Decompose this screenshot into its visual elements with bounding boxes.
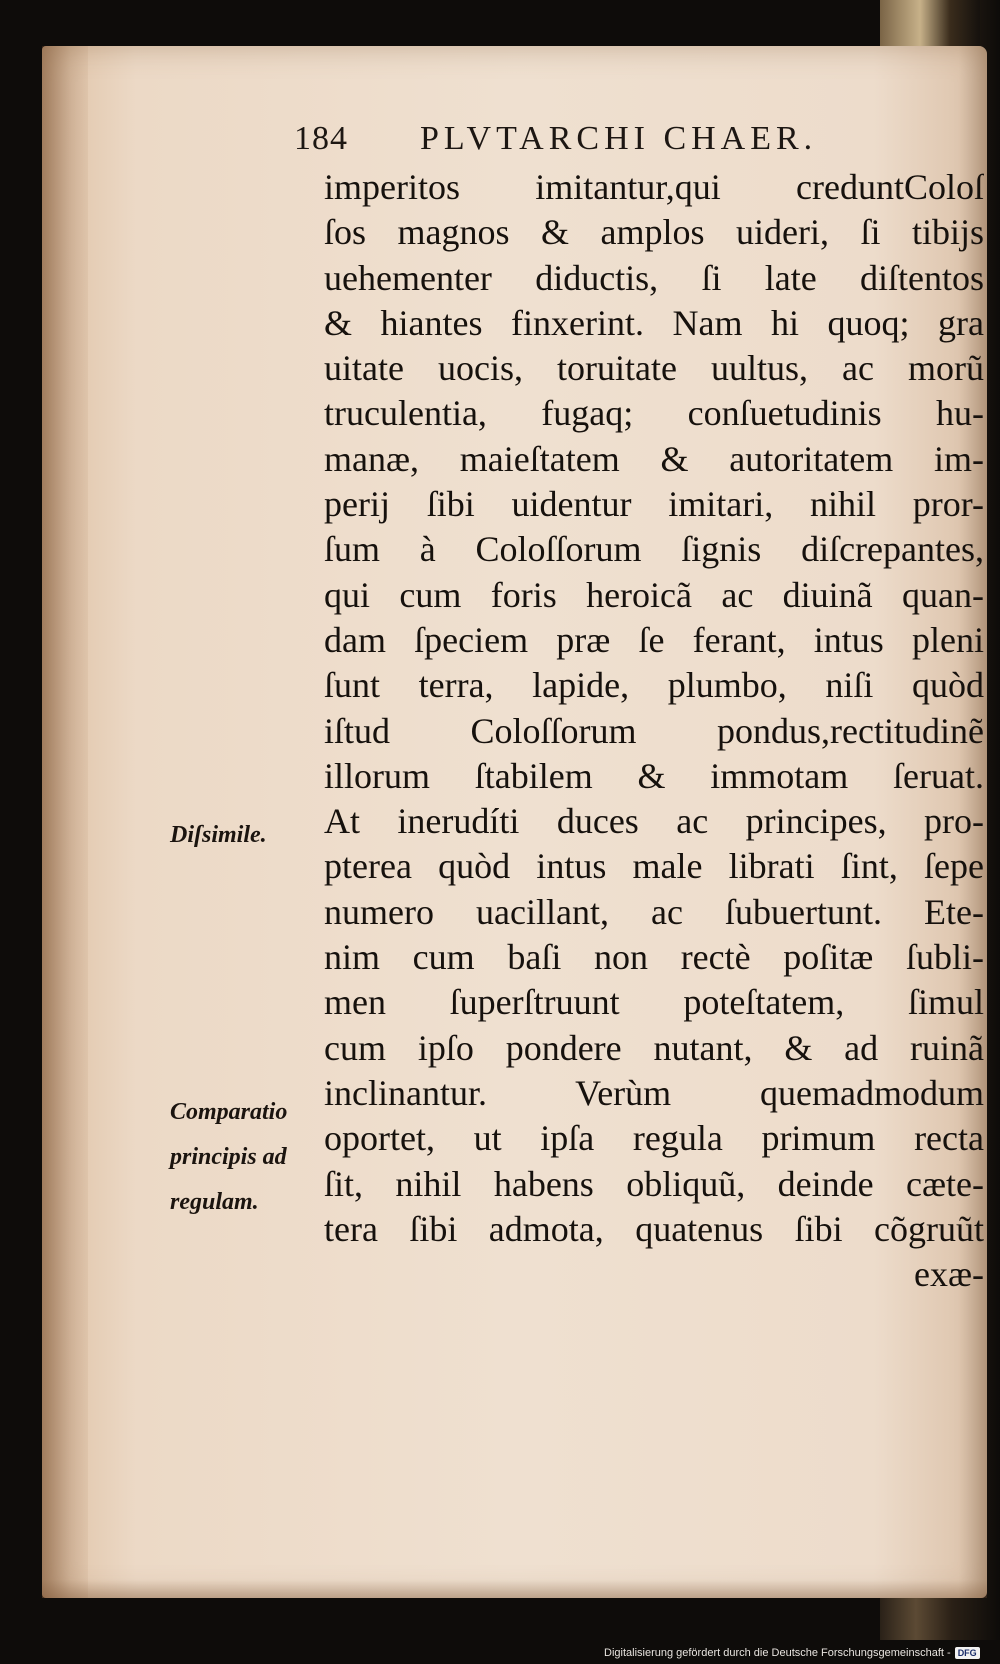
text-line: At inerudíti duces ac principes, pro- [324, 801, 984, 842]
margin-note-line: principis ad [170, 1144, 287, 1170]
text-line: qui cum foris heroicã ac diuinã quan- [324, 574, 984, 615]
text-line: men ſuperſtruunt poteſtatem, ſimul [324, 982, 984, 1023]
text-line: perij ſibi uidentur imitari, nihil pror- [324, 484, 984, 525]
text-line: illorum ſtabilem & immotam ſeruat. [324, 755, 984, 796]
catchword: exæ- [914, 1254, 984, 1295]
text-line: inclinantur. Verùm quemadmodum [324, 1072, 984, 1113]
page-header [294, 120, 934, 164]
text-line: cum ipſo pondere nutant, & ad ruinã [324, 1027, 984, 1068]
body-text [324, 165, 984, 1297]
margin-note-comparatio [170, 1090, 330, 1225]
margin-note-line: Comparatio [170, 1099, 288, 1125]
page-bottom-shadow [42, 1580, 987, 1598]
text-line: numero uacillant, ac ſubuertunt. Ete- [324, 891, 984, 932]
text-line: imperitos imitantur,qui creduntColoſ [324, 167, 984, 207]
text-line: manæ, maieſtatem & autoritatem im- [324, 438, 984, 479]
text-line: nim cum baſi non rectè poſitæ ſubli- [324, 937, 984, 978]
margin-note-dissimile: Diſsimile. [170, 822, 267, 848]
text-line: iſtud Coloſſorum pondus,rectitudinẽ [324, 710, 984, 751]
running-title: PLVTARCHI CHAER. [420, 120, 818, 157]
digitization-footer [604, 1643, 980, 1663]
dfg-logo-icon: DFG [955, 1647, 980, 1659]
text-line: ſum à Coloſſorum ſignis diſcrepantes, [324, 529, 984, 570]
text-line: ſunt terra, lapide, plumbo, niſi quòd [324, 665, 984, 706]
footer-credit: Digitalisierung gefördert durch die Deutsche Forschungsgemeinschaft - [604, 1647, 951, 1659]
text-line: & hiantes finxerint. Nam hi quoq; gra [324, 302, 984, 343]
page-number: 184 [294, 120, 348, 157]
text-line: oportet, ut ipſa regula primum recta [324, 1118, 984, 1159]
page-gutter-shadow [42, 46, 88, 1598]
text-line: truculentia, fugaq; conſuetudinis hu- [324, 393, 984, 434]
text-line: dam ſpeciem præ ſe ferant, intus pleni [324, 619, 984, 660]
text-line: uitate uocis, toruitate uultus, ac morũ [324, 348, 984, 389]
margin-note-line: regulam. [170, 1189, 259, 1215]
text-line: ſos magnos & amplos uideri, ſi tibijs [324, 212, 984, 253]
text-line: tera ſibi admota, quatenus ſibi cõgruũt [324, 1208, 984, 1249]
text-line: ſit, nihil habens obliquũ, deinde cæte- [324, 1163, 984, 1204]
text-line: pterea quòd intus male librati ſint, ſepe [324, 846, 984, 887]
text-line: uehementer diductis, ſi late diſtentos [324, 257, 984, 298]
